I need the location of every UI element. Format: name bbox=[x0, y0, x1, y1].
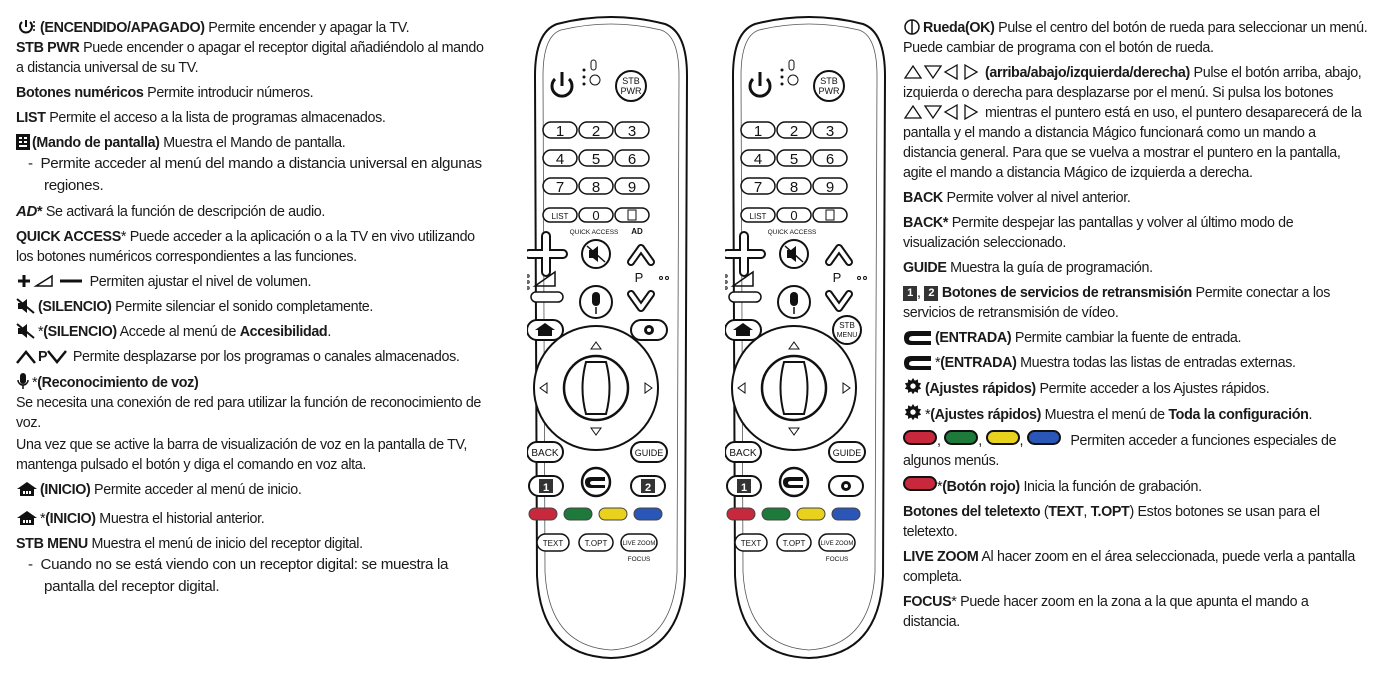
screen-remote-title: (Mando de pantalla) bbox=[32, 135, 160, 151]
gear-icon bbox=[903, 404, 923, 422]
stb-pwr-label-2: PWR bbox=[818, 86, 840, 96]
mute-button[interactable] bbox=[582, 240, 610, 268]
live-zoom-title: LIVE ZOOM bbox=[903, 549, 979, 565]
teletext-text: Estos botones se usan para el teletexto. bbox=[903, 504, 1320, 540]
back-entry bbox=[903, 188, 1368, 208]
streaming-1-button[interactable] bbox=[529, 476, 563, 496]
digit-button-7[interactable] bbox=[741, 178, 775, 196]
remote-control-right bbox=[725, 16, 893, 660]
digit-button-5[interactable] bbox=[777, 150, 811, 168]
back-button[interactable] bbox=[725, 442, 761, 462]
volume-down-button[interactable] bbox=[729, 292, 761, 302]
digit-button-8[interactable] bbox=[579, 178, 613, 196]
digit-button-6[interactable] bbox=[813, 150, 847, 168]
digit-button-0[interactable] bbox=[777, 208, 811, 223]
quick-settings2-entry: *(Ajustes rápidos) Muestra el menú de Toda la configuración. bbox=[903, 404, 1368, 425]
home2-title: (INICIO) bbox=[45, 511, 96, 527]
topt-label: T.OPT bbox=[782, 539, 806, 548]
home-icon bbox=[16, 510, 38, 526]
right-column bbox=[903, 18, 1368, 632]
color-buttons-entry: , , , Permiten acceder a funciones especiales de algunos menús. bbox=[903, 430, 1368, 471]
back-label: BACK bbox=[729, 448, 757, 459]
guide-label: GUIDE bbox=[832, 448, 862, 458]
red-button[interactable] bbox=[529, 508, 557, 520]
digit-button-2[interactable] bbox=[579, 122, 613, 140]
quick-settings2-text: Muestra el menú de bbox=[1044, 407, 1165, 423]
digit-label-2: 2 bbox=[789, 123, 799, 140]
back-label: BACK bbox=[531, 448, 559, 459]
quick-settings-button[interactable] bbox=[631, 320, 667, 340]
volume-icon bbox=[16, 273, 84, 289]
digit-button-9[interactable] bbox=[813, 178, 847, 196]
stb-menu-label-1: STB bbox=[839, 321, 855, 330]
red-button-icon bbox=[903, 430, 937, 445]
guide-text: Muestra la guía de programación. bbox=[950, 260, 1153, 276]
text-button[interactable] bbox=[537, 534, 569, 551]
digit-label-9: 9 bbox=[627, 179, 637, 196]
green-button[interactable] bbox=[762, 508, 790, 520]
green-button[interactable] bbox=[564, 508, 592, 520]
program-up-icon bbox=[16, 350, 36, 364]
focus-title: FOCUS bbox=[903, 594, 952, 610]
list-button[interactable] bbox=[741, 208, 775, 222]
digit-button-9[interactable] bbox=[615, 178, 649, 196]
stb-menu-title: STB MENU bbox=[16, 536, 88, 552]
screen-remote-sub: - Permite acceder al menú del mando a distancia universal en algunas regiones. bbox=[28, 155, 482, 194]
streaming-1-button[interactable] bbox=[727, 476, 761, 496]
digit-button-8[interactable] bbox=[777, 178, 811, 196]
live-zoom-button[interactable] bbox=[621, 534, 657, 551]
streaming-2-label: 2 bbox=[644, 482, 652, 494]
text-button[interactable] bbox=[735, 534, 767, 551]
ad-entry: AD* Se activará la función de descripción de audio. bbox=[16, 203, 326, 220]
quick-settings2-strong: Toda la configuración bbox=[1168, 407, 1309, 423]
blue-button[interactable] bbox=[832, 508, 860, 520]
mute-entry bbox=[16, 297, 486, 317]
stb-pwr-label-1: STB bbox=[622, 76, 640, 86]
voice-entry: *(Reconocimiento de voz) bbox=[16, 372, 486, 393]
list-entry bbox=[16, 108, 486, 128]
volume-entry bbox=[16, 272, 486, 292]
screen-remote-button[interactable] bbox=[813, 208, 847, 222]
guide-title: GUIDE bbox=[903, 260, 947, 276]
ad-text: Se activará la función de descripción de audio. bbox=[45, 204, 326, 220]
program-p: P bbox=[38, 349, 48, 365]
arrows-title: (arriba/abajo/izquierda/derecha) bbox=[985, 65, 1190, 81]
home-icon bbox=[16, 481, 38, 497]
power-entry bbox=[16, 18, 486, 38]
live-zoom-text: Al hacer zoom en el área seleccionada, puede verla a pantalla completa. bbox=[903, 549, 1355, 585]
wheel-ok-button[interactable] bbox=[762, 356, 826, 420]
remote-control-left bbox=[527, 16, 695, 660]
topt-button[interactable] bbox=[579, 534, 613, 551]
list-button[interactable] bbox=[543, 208, 577, 222]
mute2-entry: *(SILENCIO) Accede al menú de Accesibilidad. bbox=[16, 322, 486, 342]
digit-label-4: 4 bbox=[555, 151, 565, 168]
wheel-title: Rueda(OK) bbox=[923, 20, 995, 36]
digit-button-1[interactable] bbox=[543, 122, 577, 140]
stb-pwr-label-2: PWR bbox=[620, 86, 642, 96]
stb-pwr-label-1: STB bbox=[820, 76, 838, 86]
digit-label-5: 5 bbox=[591, 151, 601, 168]
stb-pwr-title: STB PWR bbox=[16, 40, 80, 56]
mute-icon bbox=[16, 298, 36, 314]
guide-label: GUIDE bbox=[634, 448, 664, 458]
streaming-2-button[interactable] bbox=[631, 476, 665, 496]
input-icon bbox=[903, 354, 933, 370]
program-entry bbox=[16, 347, 486, 367]
focus-text: Puede hacer zoom en la zona a la que apunta el mando a distancia. bbox=[903, 594, 1309, 630]
mute2-text: Accede al menú de bbox=[119, 324, 237, 340]
digit-label-1: 1 bbox=[753, 123, 763, 140]
microphone-icon bbox=[16, 372, 30, 390]
program-text: Permite desplazarse por los programas o canales almacenados. bbox=[72, 349, 460, 365]
digit-label-8: 8 bbox=[591, 179, 601, 196]
live-zoom-label: LIVE ZOOM bbox=[622, 541, 656, 547]
numeric-text: Permite introducir números. bbox=[147, 85, 314, 101]
stb-menu-button[interactable] bbox=[833, 316, 861, 344]
topt-label: T.OPT bbox=[584, 539, 608, 548]
teletext-title: Botones del teletexto bbox=[903, 504, 1041, 520]
focus-entry: FOCUS* Puede hacer zoom en la zona a la que apunta el mando a distancia. bbox=[903, 594, 1309, 630]
screen-remote-button[interactable] bbox=[615, 208, 649, 222]
guide-button[interactable] bbox=[631, 442, 667, 462]
streaming-2-icon: 2 bbox=[924, 286, 938, 301]
voice-button[interactable] bbox=[778, 286, 810, 318]
guide-entry bbox=[903, 258, 1368, 278]
quick-settings2-title: (Ajustes rápidos) bbox=[930, 407, 1042, 423]
quick-access-label: QUICK ACCESS bbox=[569, 229, 619, 236]
stb-menu-label-2: MENU bbox=[836, 332, 858, 339]
focus-label: FOCUS bbox=[627, 556, 651, 563]
red-button-title: (Botón rojo) bbox=[942, 479, 1020, 495]
digit-label-3: 3 bbox=[825, 123, 835, 140]
stb-menu-text: Muestra el menú de inicio del receptor digital. bbox=[91, 536, 363, 552]
input-entry bbox=[903, 328, 1368, 348]
focus-label: FOCUS bbox=[825, 556, 849, 563]
back-title: BACK bbox=[903, 190, 943, 206]
numeric-title: Botones numéricos bbox=[16, 85, 144, 101]
wheel-entry bbox=[903, 18, 1368, 58]
yellow-button-icon bbox=[986, 430, 1020, 445]
input2-entry: *(ENTRADA) Muestra todas las listas de entradas externas. bbox=[903, 353, 1368, 373]
home2-text: Muestra el historial anterior. bbox=[99, 511, 265, 527]
digit-button-2[interactable] bbox=[777, 122, 811, 140]
arrow-icons bbox=[903, 104, 983, 120]
red-button[interactable] bbox=[727, 508, 755, 520]
quick-settings-entry bbox=[903, 378, 1368, 399]
mute-text: Permite silenciar el sonido completamente. bbox=[115, 299, 374, 315]
streaming-title: Botones de servicios de retransmisión bbox=[941, 285, 1192, 301]
digit-button-6[interactable] bbox=[615, 150, 649, 168]
live-zoom-entry bbox=[903, 547, 1368, 587]
stb-pwr-text: Puede encender o apagar el receptor digital añadiéndolo al mando a distancia universal de su TV. bbox=[16, 40, 484, 76]
text-label: TEXT bbox=[740, 539, 762, 548]
digit-button-7[interactable] bbox=[543, 178, 577, 196]
voice-title: (Reconocimiento de voz) bbox=[37, 375, 199, 391]
screen-remote-icon bbox=[16, 134, 30, 150]
streaming-1-icon: 1 bbox=[903, 286, 917, 301]
streaming-1-label: 1 bbox=[740, 482, 748, 494]
stb-menu-entry bbox=[16, 534, 486, 554]
list-label: LIST bbox=[551, 212, 569, 221]
input-text: Permite cambiar la fuente de entrada. bbox=[1014, 330, 1242, 346]
digit-button-0[interactable] bbox=[579, 208, 613, 223]
yellow-button[interactable] bbox=[797, 508, 825, 520]
screen-remote-entry bbox=[16, 133, 486, 153]
streaming-1-label: 1 bbox=[542, 482, 550, 494]
screen-remote-text: Muestra el Mando de pantalla. bbox=[163, 135, 346, 151]
home-text: Permite acceder al menú de inicio. bbox=[94, 482, 302, 498]
teletext-entry: Botones del teletexto (TEXT, T.OPT) Estos botones se usan para el teletexto. bbox=[903, 504, 1320, 540]
digit-label-5: 5 bbox=[789, 151, 799, 168]
home-button[interactable] bbox=[725, 320, 761, 340]
quick-access-entry: QUICK ACCESS* Puede acceder a la aplicación o a la TV en vivo utilizando los botones numéricos correspondientes a las funciones. bbox=[16, 229, 475, 265]
arrows-entry bbox=[903, 63, 1368, 183]
digit-button-3[interactable] bbox=[813, 122, 847, 140]
quick-access-text: Puede acceder a la aplicación o a la TV en vivo utilizando los botones numéricos correspondientes a las funciones. bbox=[16, 229, 475, 265]
red-button-icon bbox=[903, 476, 937, 491]
back-text: Permite volver al nivel anterior. bbox=[946, 190, 1131, 206]
streaming-entry: 1 , 2 Botones de servicios de retransmisión Permite conectar a los servicios de retransmisión de vídeo. bbox=[903, 285, 1331, 321]
input-icon bbox=[903, 329, 933, 345]
quick-access-label: QUICK ACCESS bbox=[767, 229, 817, 236]
digit-label-3: 3 bbox=[627, 123, 637, 140]
arrow-icons bbox=[903, 64, 983, 80]
power-text: Permite encender y apagar la TV. bbox=[208, 20, 410, 36]
red-button-text: Inicia la función de grabación. bbox=[1023, 479, 1202, 495]
left-column bbox=[16, 18, 486, 598]
back2-entry bbox=[903, 213, 1368, 253]
red-button-entry: *(Botón rojo) Inicia la función de grabación. bbox=[903, 476, 1368, 497]
text-label: TEXT bbox=[542, 539, 564, 548]
home-title: (INICIO) bbox=[40, 482, 91, 498]
digit-button-1[interactable] bbox=[741, 122, 775, 140]
yellow-button[interactable] bbox=[599, 508, 627, 520]
quick-settings-text: Permite acceder a los Ajustes rápidos. bbox=[1039, 381, 1270, 397]
home-entry bbox=[16, 480, 486, 500]
quick-access-title: QUICK ACCESS bbox=[16, 229, 121, 245]
list-text: Permite el acceso a la lista de programas almacenados. bbox=[49, 110, 386, 126]
volume-down-button[interactable] bbox=[531, 292, 563, 302]
digit-label-2: 2 bbox=[591, 123, 601, 140]
digit-label-4: 4 bbox=[753, 151, 763, 168]
input2-title: (ENTRADA) bbox=[940, 355, 1017, 371]
mute-icon bbox=[16, 323, 36, 339]
stb-pwr-entry bbox=[16, 38, 486, 78]
back2-text: Permite despejar las pantallas y volver al último modo de visualización seleccionado. bbox=[903, 215, 1294, 251]
color-buttons-text: Permiten acceder a funciones especiales de algunos menús. bbox=[903, 433, 1337, 469]
input2-text: Muestra todas las listas de entradas externas. bbox=[1020, 355, 1296, 371]
quick-settings-title: (Ajustes rápidos) bbox=[925, 381, 1036, 397]
digit-label-6: 6 bbox=[627, 151, 637, 168]
ad-label: AD bbox=[631, 227, 643, 236]
live-zoom-label: LIVE ZOOM bbox=[820, 541, 854, 547]
digit-label-6: 6 bbox=[825, 151, 835, 168]
digit-label-1: 1 bbox=[555, 123, 565, 140]
voice-text-1: Se necesita una conexión de red para utilizar la función de reconocimiento de voz. bbox=[16, 395, 482, 431]
mute2-strong: Accesibilidad bbox=[239, 324, 328, 340]
arrows-text-1: Pulse el botón arriba, abajo, izquierda o derecha para desplazarse por el menú. Si pulsa los botones bbox=[903, 65, 1362, 101]
power-icon bbox=[16, 19, 38, 35]
ad-icon: AD bbox=[16, 203, 37, 220]
power-title: (ENCENDIDO/APAGADO) bbox=[40, 20, 205, 36]
program-p-label: P bbox=[832, 270, 842, 285]
digit-button-3[interactable] bbox=[615, 122, 649, 140]
mute2-title: (SILENCIO) bbox=[43, 324, 117, 340]
list-title: LIST bbox=[16, 110, 46, 126]
home2-entry: *(INICIO) Muestra el historial anterior. bbox=[16, 509, 486, 529]
arrows-text-2: mientras el puntero está en uso, el puntero desaparecerá de la pantalla y el mando a distancia Mágico funcionará como un mando a distancia general. Para que se vuelva a mostrar el puntero en la pantalla, agite el mando a distancia Mágico de izquierda a derecha. bbox=[903, 105, 1362, 181]
back2-title: BACK* bbox=[903, 215, 949, 231]
stb-pwr-button[interactable] bbox=[616, 71, 646, 101]
digit-button-4[interactable] bbox=[741, 150, 775, 168]
streaming-text: Permite conectar a los servicios de retransmisión de vídeo. bbox=[903, 285, 1331, 321]
gear-icon bbox=[903, 378, 923, 396]
guide-button[interactable] bbox=[829, 442, 865, 462]
digit-label-9: 9 bbox=[825, 179, 835, 196]
blue-button[interactable] bbox=[634, 508, 662, 520]
voice-text-2: Una vez que se active la barra de visualización de voz en la pantalla de TV, mantenga pulsado el botón y diga el comando en voz alta. bbox=[16, 437, 468, 473]
mute-title: (SILENCIO) bbox=[38, 299, 112, 315]
input-button[interactable] bbox=[582, 468, 610, 496]
stb-menu-sub: - Cuando no se está viendo con un receptor digital: se muestra la pantalla del receptor digital. bbox=[28, 556, 449, 595]
input-title: (ENTRADA) bbox=[935, 330, 1012, 346]
mute-button[interactable] bbox=[780, 240, 808, 268]
digit-button-5[interactable] bbox=[579, 150, 613, 168]
back-button[interactable] bbox=[527, 442, 563, 462]
home-button[interactable] bbox=[527, 320, 563, 340]
numeric-entry bbox=[16, 83, 486, 103]
stb-pwr-button[interactable] bbox=[814, 71, 844, 101]
topt-button[interactable] bbox=[777, 534, 811, 551]
digit-label-0: 0 bbox=[592, 208, 600, 223]
wheel-ok-button[interactable] bbox=[564, 356, 628, 420]
green-button-icon bbox=[944, 430, 978, 445]
wheel-text: Pulse el centro del botón de rueda para seleccionar un menú. Puede cambiar de programa con el botón de rueda. bbox=[903, 20, 1368, 56]
digit-label-0: 0 bbox=[790, 208, 798, 223]
list-label: LIST bbox=[749, 212, 767, 221]
live-zoom-button[interactable] bbox=[819, 534, 855, 551]
program-down-icon bbox=[47, 350, 67, 364]
digit-label-7: 7 bbox=[753, 179, 763, 196]
digit-button-4[interactable] bbox=[543, 150, 577, 168]
digit-label-8: 8 bbox=[789, 179, 799, 196]
wheel-icon bbox=[903, 19, 921, 35]
input-button[interactable] bbox=[780, 468, 808, 496]
program-p-label: P bbox=[634, 270, 644, 285]
blue-button-icon bbox=[1027, 430, 1061, 445]
digit-label-7: 7 bbox=[555, 179, 565, 196]
voice-button[interactable] bbox=[580, 286, 612, 318]
volume-text: Permiten ajustar el nivel de volumen. bbox=[89, 274, 312, 290]
quick-settings-button[interactable] bbox=[829, 476, 863, 496]
